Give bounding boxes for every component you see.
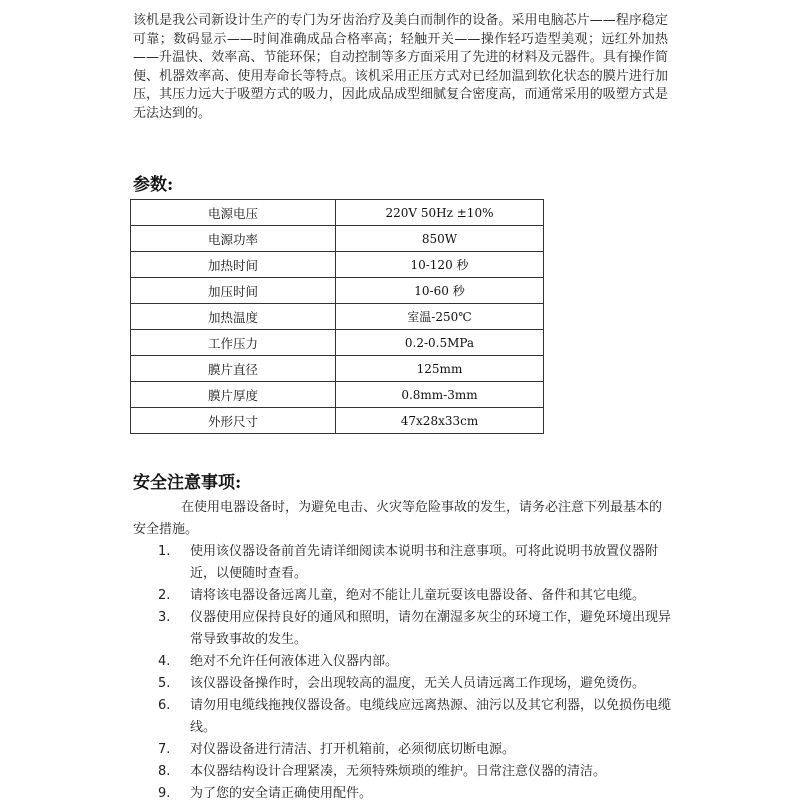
table-row [131, 356, 544, 382]
item-text: 对仪器设备进行清洁、打开机箱前，必须彻底切断电源。 [190, 742, 516, 757]
list-item [133, 541, 673, 585]
param-value: 125mm [336, 356, 544, 382]
item-number: 6. [158, 698, 171, 713]
safety-section [133, 497, 673, 805]
table-row [131, 304, 544, 330]
param-key: 膜片厚度 [131, 382, 336, 408]
table-row [131, 252, 544, 278]
item-text: 请勿用电缆线拖拽仪器设备。电缆线应远离热源、油污以及其它利器，以免损伤电缆线。 [190, 698, 672, 735]
item-text: 绝对不允许任何液体进入仪器内部。 [190, 654, 399, 669]
list-item [133, 783, 673, 805]
item-text: 请将该电器设备远离儿童，绝对不能让儿童玩耍该电器设备、备件和其它电缆。 [190, 588, 646, 603]
intro-paragraph: 该机是我公司新设计生产的专门为牙齿治疗及美白而制作的设备。采用电脑芯片——程序稳定可靠；数码显示——时间准确成品合格率高；轻触开关——操作轻巧造型美观；远红外加热——升温快、效率高、节能环保；自动控制等多方面采用了先进的材料及元器件。具有操作简便、机器效率高、使用寿命长等特点。该机采用正压方式对已经加温到软化状态的膜片进行加压，其压力远大于吸塑方式的吸力，因此成品成型细腻复合密度高，而通常采用的吸塑方式是无法达到的。 [133, 13, 668, 121]
safety-intro: 在使用电器设备时，为避免电击、火灾等危险事故的发生，请务必注意下列最基本的安全措施。 [133, 500, 663, 537]
param-key: 加热温度 [131, 304, 336, 330]
item-number: 1. [158, 544, 171, 559]
param-key: 加压时间 [131, 278, 336, 304]
item-number: 2. [158, 588, 171, 603]
list-item [133, 761, 673, 783]
item-text: 本仪器结构设计合理紧凑，无须特殊烦琐的维护。日常注意仪器的清洁。 [190, 764, 607, 779]
param-key: 外形尺寸 [131, 408, 336, 434]
param-key: 膜片直径 [131, 356, 336, 382]
item-text: 该仪器设备操作时，会出现较高的温度，无关人员请远离工作现场，避免烫伤。 [190, 676, 646, 691]
param-value: 室温-250℃ [336, 304, 544, 330]
table-row [131, 278, 544, 304]
item-number: 8. [158, 764, 171, 779]
param-key: 加热时间 [131, 252, 336, 278]
param-value: 850W [336, 226, 544, 252]
list-item [133, 739, 673, 761]
param-key: 电源电压 [131, 200, 336, 226]
item-text: 使用该仪器设备前首先请详细阅读本说明书和注意事项。可将此说明书放置仪器附近，以便随时查看。 [190, 544, 659, 581]
table-row [131, 408, 544, 434]
param-key: 工作压力 [131, 330, 336, 356]
param-value: 10-120 秒 [336, 252, 544, 278]
params-table [130, 199, 544, 434]
item-text: 为了您的安全请正确使用配件。 [190, 786, 373, 801]
param-value: 220V 50Hz ±10% [336, 200, 544, 226]
table-row [131, 382, 544, 408]
params-heading: 参数: [133, 175, 174, 195]
item-number: 4. [158, 654, 171, 669]
table-row [131, 200, 544, 226]
item-number: 5. [158, 676, 171, 691]
param-value: 0.2-0.5MPa [336, 330, 544, 356]
list-item [133, 673, 673, 695]
table-row [131, 330, 544, 356]
list-item [133, 695, 673, 739]
safety-heading: 安全注意事项: [133, 473, 242, 493]
param-value: 47x28x33cm [336, 408, 544, 434]
table-row [131, 226, 544, 252]
list-item [133, 651, 673, 673]
param-value: 10-60 秒 [336, 278, 544, 304]
param-value: 0.8mm-3mm [336, 382, 544, 408]
item-text: 仪器使用应保持良好的通风和照明，请勿在潮湿多灰尘的环境工作，避免环境出现异常导致事故的发生。 [190, 610, 672, 647]
list-item [133, 585, 673, 607]
item-number: 3. [158, 610, 171, 625]
safety-list [133, 541, 673, 805]
param-key: 电源功率 [131, 226, 336, 252]
list-item [133, 607, 673, 651]
item-number: 9. [158, 786, 171, 801]
item-number: 7. [158, 742, 171, 757]
